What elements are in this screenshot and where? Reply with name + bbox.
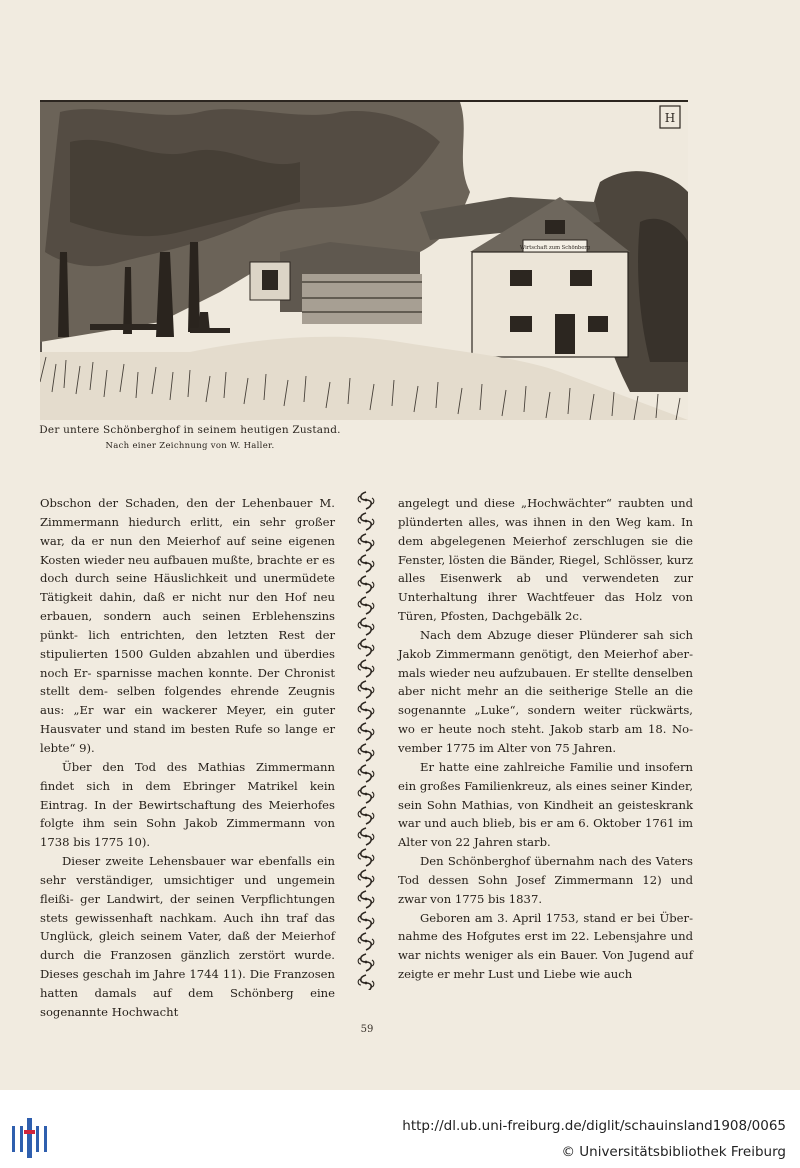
paragraph: Dieser zweite Lehensbauer war ebenfalls ein sehr verständiger, umsichtiger und ungemein fleißi- ger Landwirt, der seinen Verpflichtungen stets gewissenhaft nachkam. Auch ihn traf das Unglück, gleich seinem Vater, daß der Meierhof durch die Franzosen gänzlich zerstört wurde. Dieses geschah im Jahre 1744 11). Die Franzosen hatten damals auf dem Schönberg eine sogenannte Hochwacht [40, 854, 335, 1019]
paragraph: Nach dem Abzuge dieser Plünderer sah sich Jakob Zimmermann genötigt, den Meierhof aber- mals wieder neu aufzubauen. Er stellte denselben aber nicht mehr an die seitherige Stelle an die sogenannte „Luke“, sondern weiter rückwärts, wo er heute noch steht. Jakob starb am 18. No- vember 1775 im Alter von 75 Jahren. [398, 627, 693, 755]
paragraph: Über den Tod des Mathias Zimmermann findet sich in dem Ebringer Matrikel kein Eintrag. In der Bewirtschaftung des Meierhofes folgte ihm sein Sohn Jakob Zimmermann von 1738 bis 1775 10). [40, 759, 335, 850]
university-library-logo-icon [8, 1118, 52, 1158]
column-divider-ornament [353, 490, 379, 990]
copyright-notice: © Universitätsbibliothek Freiburg [561, 1144, 786, 1160]
farmhouse-illustration [40, 100, 688, 420]
paragraph: Obschon der Schaden, den der Lehenbauer M. Zimmermann hiedurch erlitt, ein sehr großer war, da er nun den Meierhof auf seine eigenen Kosten wieder neu aufbauen mußte, brachte er es doch durch seine Häuslichkeit und unermüdete Tätigkeit dahin, daß er nicht nur den Hof neu erbauen, sondern auch seinen Erblehenszins pünkt- lich entrichten, den letzten Rest der stipulierten 1500 Gulden abzahlen und überdies noch Er- sparnisse machen konnte. Der Chronist stellt dem- selben folgendes ehrende Zeugnis aus: „Er war ein wackerer Meyer, ein guter Hausvater und stand im besten Rufe so lange er lebte“ 9). [40, 496, 335, 755]
paragraph: Geboren am 3. April 1753, stand er bei Über- nahme des Hofgutes erst im 22. Lebensjahre und war nichts weniger als ein Bauer. Von Jugend auf zeigte er mehr Lust und Liebe wie auch [398, 910, 693, 982]
paragraph: angelegt und diese „Hochwächter“ raubten und plünderten alles, was ihnen in den Weg kam. In dem abgelegenen Meierhof zerschlugen sie die Fenster, lösten die Bänder, Riegel, Schlösser, kurz alles Eisenwerk ab und verwendeten zur Unterhaltung ihrer Wachtfeuer das Holz von Türen, Pfosten, Dachgebälk 2c. [398, 496, 693, 624]
artist-monogram: H [664, 111, 676, 125]
paragraph: Den Schönberghof übernahm nach des Vaters Tod dessen Sohn Josef Zimmermann 12) und zwar von 1775 bis 1837. [398, 854, 693, 906]
inn-sign-text: Wirtschaft zum Schönberg [519, 245, 591, 251]
page-number: 59 [360, 1024, 374, 1035]
text-column-right [398, 494, 693, 984]
paragraph: Er hatte eine zahlreiche Familie und insofern ein großes Familienkreuz, als eines seiner Kinder, sein Sohn Mathias, von Kindheit an geisteskrank war und auch blieb, bis er am 6. Oktober 1761 im Alter von 22 Jahren starb. [398, 759, 693, 850]
illustration-credit: Nach einer Zeichnung von W. Haller. [105, 441, 275, 451]
viewer-footer [0, 1090, 800, 1168]
permalink-url[interactable]: http://dl.ub.uni-freiburg.de/diglit/schauinsland1908/0065 [402, 1118, 786, 1134]
text-column-left [40, 494, 335, 1022]
illustration-caption: Der untere Schönberghof in seinem heutigen Zustand. [39, 424, 341, 436]
